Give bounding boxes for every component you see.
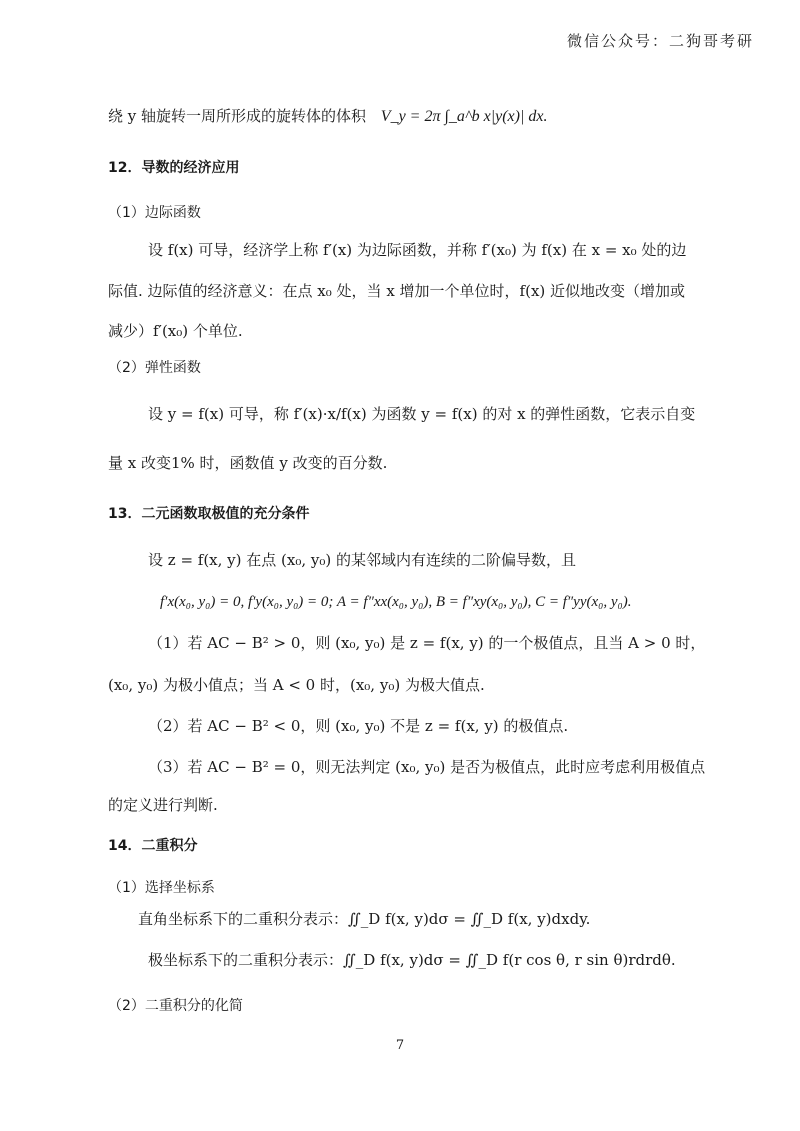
s13-case2: （2）若 AC − B² < 0，则 (x₀, y₀) 不是 z = f(x, y) 的极值点. [148, 717, 569, 735]
s13-case1a: （1）若 AC − B² > 0，则 (x₀, y₀) 是 z = f(x, y) 的一个极值点，且当 A > 0 时， [148, 634, 706, 652]
s12-sub1-title: （1）边际函数 [108, 205, 201, 221]
intro-text: 绕 y 轴旋转一周所形成的旋转体的体积 [108, 107, 367, 125]
s13-case3a: （3）若 AC − B² = 0，则无法判定 (x₀, y₀) 是否为极值点，此时应考虑利用极值点 [148, 758, 706, 776]
s14-cartesian: 直角坐标系下的二重积分表示：∬_D f(x, y)dσ = ∬_D f(x, y)dxdy. [138, 910, 591, 928]
section-14-title: 14．二重积分 [108, 838, 198, 854]
s12-sub2-line2: 量 x 改变1% 时，函数值 y 改变的百分数. [108, 454, 388, 472]
section-13-title: 13．二元函数取极值的充分条件 [108, 506, 310, 522]
s13-case3b: 的定义进行判断. [108, 796, 218, 814]
s13-line1: 设 z = f(x, y) 在点 (x₀, y₀) 的某邻域内有连续的二阶偏导数，且 [148, 551, 577, 569]
page-number: 7 [395, 1038, 405, 1053]
s14-sub1-title: （1）选择坐标系 [108, 880, 215, 896]
s13-line2: f′x(x₀, y₀) = 0, f′y(x₀, y₀) = 0; A = f″xx(x₀, y₀), B = f″xy(x₀, y₀), C = f″yy(x₀, y₀). [160, 594, 632, 610]
s12-sub1-line2: 际值. 边际值的经济意义：在点 x₀ 处，当 x 增加一个单位时，f(x) 近似地改变（增加或 [108, 282, 686, 300]
intro-line [108, 106, 547, 127]
s12-sub1-line1: 设 f(x) 可导，经济学上称 f′(x) 为边际函数，并称 f′(x₀) 为 f(x) 在 x = x₀ 处的边 [148, 241, 687, 259]
s14-polar: 极坐标系下的二重积分表示：∬_D f(x, y)dσ = ∬_D f(r cos θ, r sin θ)rdrdθ. [148, 951, 676, 969]
s12-sub2-title: （2）弹性函数 [108, 360, 201, 376]
s12-sub1-line3: 减少）f′(x₀) 个单位. [108, 322, 243, 340]
page-header: 微信公众号：二狗哥考研 [566, 32, 754, 50]
intro-formula: V_y = 2π ∫_a^b x|y(x)| dx. [380, 108, 548, 125]
s12-sub2-line1: 设 y = f(x) 可导，称 f′(x)·x/f(x) 为函数 y = f(x) 的对 x 的弹性函数，它表示自变 [148, 405, 696, 423]
s13-case1b: (x₀, y₀) 为极小值点；当 A < 0 时，(x₀, y₀) 为极大值点. [108, 676, 485, 694]
s14-sub2-title: （2）二重积分的化简 [108, 998, 243, 1014]
section-12-title: 12．导数的经济应用 [108, 160, 240, 176]
